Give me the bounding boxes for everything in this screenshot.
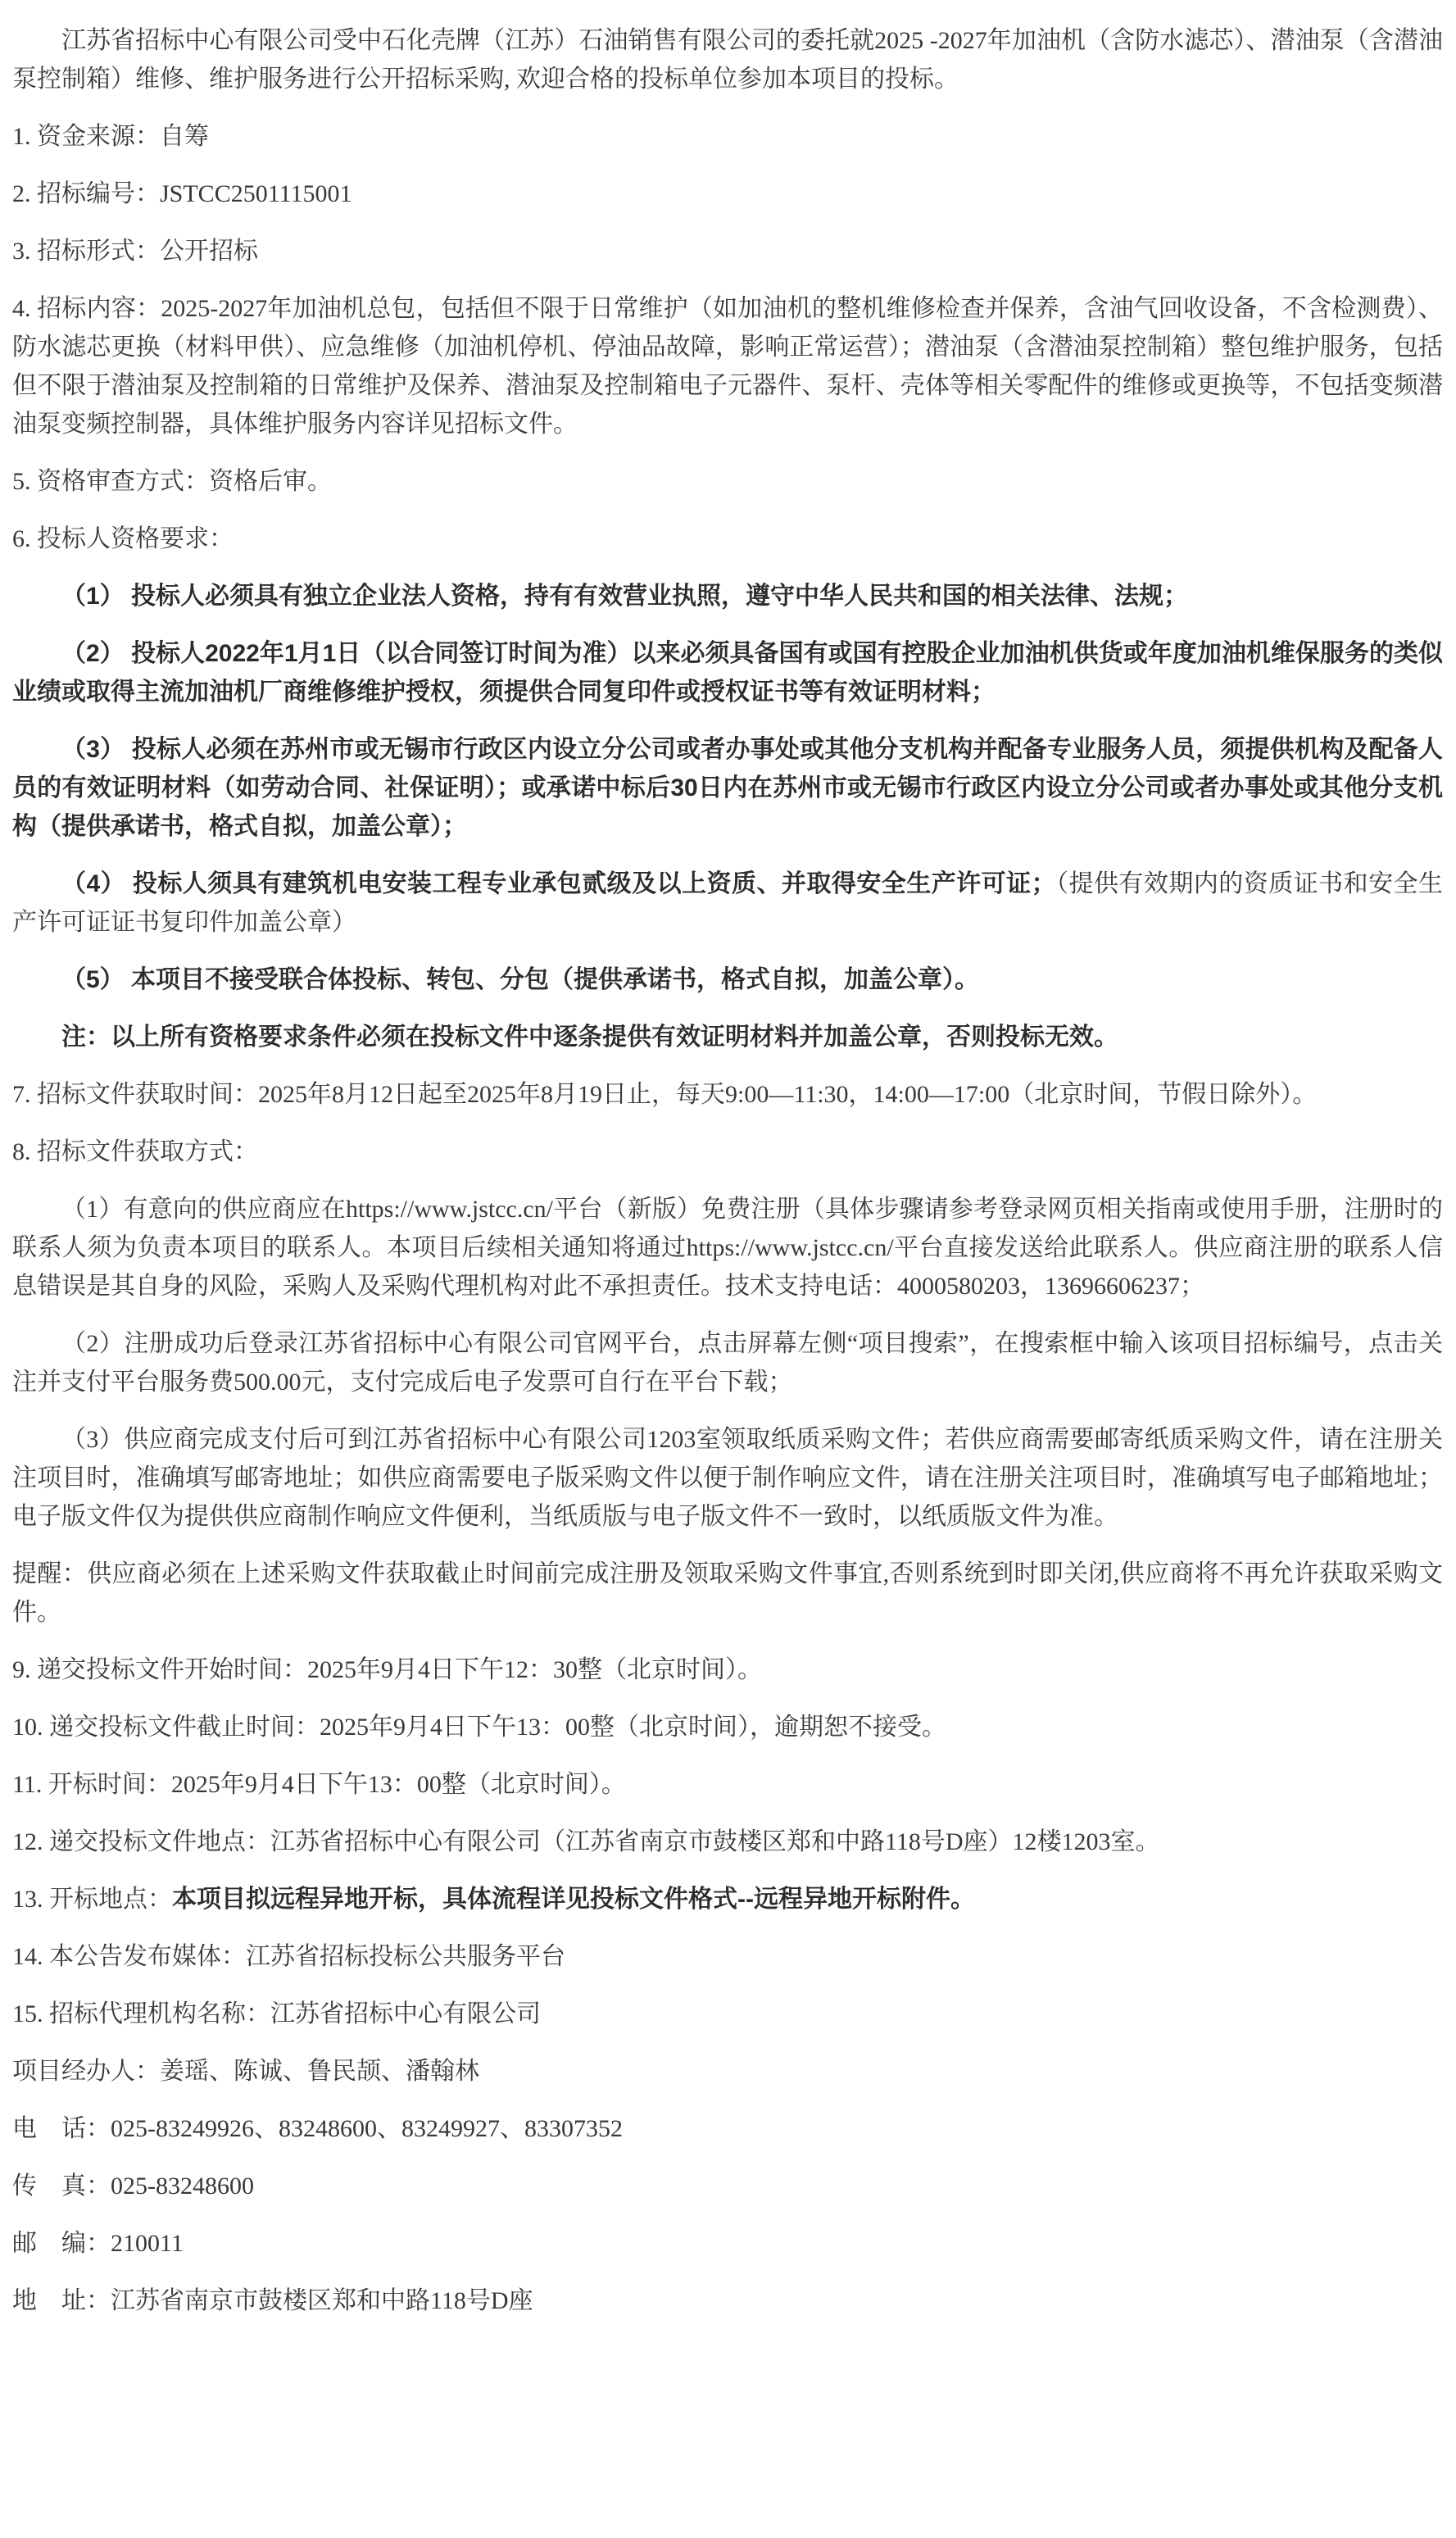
body-text: 电 话：025-83249926、83248600、83249927、83307352 [12, 2115, 623, 2142]
paragraph-9 [12, 634, 1443, 711]
paragraph-19 [12, 1555, 1443, 1632]
paragraph-8 [12, 577, 1443, 615]
paragraph-16 [12, 1190, 1443, 1305]
paragraph-27 [12, 2052, 1443, 2091]
body-text: 1. 资金来源：自筹 [12, 123, 209, 150]
paragraph-11 [12, 865, 1443, 942]
body-text: 7. 招标文件获取时间：2025年8月12日起至2025年8月19日止，每天9:00—11:30，14:00—17:00（北京时间，节假日除外）。 [12, 1081, 1318, 1108]
body-text: 4. 招标内容：2025-2027年加油机总包，包括但不限于日常维护（如加油机的整机维修检查并保养，含油气回收设备，不含检测费）、防水滤芯更换（材料甲供）、应急维修（加油机停机、停油品故障，影响正常运营）；潜油泵（含潜油泵控制箱）整包维护服务，包括但不限于潜油泵及控制箱的日常维护及保养、潜油泵及控制箱电子元器件、泵杆、壳体等相关零配件的维修或更换等，不包括变频潜油泵变频控制器，具体维护服务内容详见招标文件。 [12, 295, 1443, 438]
emphasis-text: 本项目拟远程异地开标，具体流程详见投标文件格式--远程异地开标附件。 [172, 1886, 975, 1913]
paragraph-12 [12, 960, 1443, 999]
paragraph-24 [12, 1880, 1443, 1918]
paragraph-31 [12, 2281, 1443, 2320]
paragraph-7 [12, 520, 1443, 558]
paragraph-28 [12, 2109, 1443, 2148]
body-text: （3）供应商完成支付后可到江苏省招标中心有限公司1203室领取纸质采购文件；若供应商需要邮寄纸质采购文件，请在注册关注项目时，准确填写邮寄地址；如供应商需要电子版采购文件以便于制作响应文件，请在注册关注项目时，准确填写电子邮箱地址；电子版文件仅为提供供应商制作响应文件便利，当纸质版与电子版文件不一致时，以纸质版文件为准。 [12, 1426, 1443, 1530]
body-text: 11. 开标时间：2025年9月4日下午13：00整（北京时间）。 [12, 1771, 626, 1798]
emphasis-text: （3） 投标人必须在苏州市或无锡市行政区内设立分公司或者办事处或其他分支机构并配备专业服务人员，须提供机构及配备人员的有效证明材料（如劳动合同、社保证明）；或承诺中标后30日内在苏州市或无锡市行政区内设立分公司或者办事处或其他分支机构（提供承诺书，格式自拟，加盖公章）； [12, 736, 1443, 840]
body-text: 6. 投标人资格要求： [12, 525, 234, 552]
body-text: 8. 招标文件获取方式： [12, 1138, 258, 1165]
paragraph-5 [12, 289, 1443, 443]
body-text: 12. 递交投标文件地点：江苏省招标中心有限公司（江苏省南京市鼓楼区郑和中路118号D座）12楼1203室。 [12, 1828, 1160, 1855]
body-text: 2. 招标编号：JSTCC2501115001 [12, 180, 352, 207]
body-text: 13. 开标地点： [12, 1886, 172, 1913]
paragraph-25 [12, 1937, 1443, 1976]
paragraph-30 [12, 2224, 1443, 2263]
body-text: 提醒：供应商必须在上述采购文件获取截止时间前完成注册及领取采购文件事宜,否则系统到时即关闭,供应商将不再允许获取采购文件。 [12, 1560, 1443, 1626]
body-text: 江苏省招标中心有限公司受中石化壳牌（江苏）石油销售有限公司的委托就2025 -2027年加油机（含防水滤芯）、潜油泵（含潜油泵控制箱）维修、维护服务进行公开招标采购, 欢迎合格的投标单位参加本项目的投标。 [12, 27, 1443, 93]
paragraph-6 [12, 462, 1443, 501]
paragraph-18 [12, 1420, 1443, 1536]
emphasis-text: （4） 投标人须具有建筑机电安装工程专业承包贰级及以上资质、并取得安全生产许可证； [61, 870, 1056, 897]
body-text: （2）注册成功后登录江苏省招标中心有限公司官网平台，点击屏幕左侧“项目搜索”，在搜索框中输入该项目招标编号，点击关注并支付平台服务费500.00元，支付完成后电子发票可自行在平台下载； [12, 1330, 1443, 1396]
emphasis-text: 注：以上所有资格要求条件必须在投标文件中逐条提供有效证明材料并加盖公章，否则投标无效。 [61, 1024, 1118, 1051]
paragraph-13 [12, 1018, 1443, 1056]
body-text: 邮 编：210011 [12, 2230, 184, 2257]
emphasis-text: （2） 投标人2022年1月1日（以合同签订时间为准）以来必须具备国有或国有控股企业加油机供货或年度加油机维保服务的类似业绩或取得主流加油机厂商维修维护授权，须提供合同复印件或授权证书等有效证明材料； [12, 640, 1443, 706]
body-text: 3. 招标形式：公开招标 [12, 238, 258, 265]
body-text: 项目经办人：姜瑶、陈诚、鲁民颉、潘翰林 [12, 2058, 479, 2085]
body-text: 10. 递交投标文件截止时间：2025年9月4日下午13：00整（北京时间），逾期恕不接受。 [12, 1714, 946, 1741]
paragraph-23 [12, 1823, 1443, 1861]
paragraph-20 [12, 1650, 1443, 1689]
paragraph-4 [12, 232, 1443, 270]
body-text: 15. 招标代理机构名称：江苏省招标中心有限公司 [12, 2000, 541, 2027]
body-text: 地 址：江苏省南京市鼓楼区郑和中路118号D座 [12, 2287, 533, 2314]
body-text: 14. 本公告发布媒体：江苏省招标投标公共服务平台 [12, 1943, 565, 1970]
paragraph-3 [12, 175, 1443, 213]
body-text: 9. 递交投标文件开始时间：2025年9月4日下午12：30整（北京时间）。 [12, 1656, 762, 1683]
emphasis-text: （1） 投标人必须具有独立企业法人资格，持有有效营业执照，遵守中华人民共和国的相关法律、法规； [61, 583, 1189, 610]
paragraph-29 [12, 2167, 1443, 2205]
emphasis-text: （5） 本项目不接受联合体投标、转包、分包（提供承诺书，格式自拟，加盖公章）。 [61, 966, 980, 993]
paragraph-1 [12, 21, 1443, 98]
paragraph-14 [12, 1075, 1443, 1114]
body-text: 5. 资格审查方式：资格后审。 [12, 468, 332, 495]
body-text: 传 真：025-83248600 [12, 2173, 254, 2200]
paragraph-26 [12, 1995, 1443, 2033]
paragraph-17 [12, 1324, 1443, 1401]
paragraph-10 [12, 730, 1443, 846]
paragraph-15 [12, 1133, 1443, 1171]
paragraph-22 [12, 1765, 1443, 1804]
body-text: （1）有意向的供应商应在https://www.jstcc.cn/平台（新版）免费注册（具体步骤请参考登录网页相关指南或使用手册，注册时的联系人须为负责本项目的联系人。本项目后续相关通知将通过https://www.jstcc.cn/平台直接发送给此联系人。供应商注册的联系人信息错误是其自身的风险，采购人及采购代理机构对此不承担责任。技术支持电话：4000580203，13696606237； [12, 1196, 1443, 1300]
paragraph-2 [12, 117, 1443, 156]
paragraph-21 [12, 1708, 1443, 1746]
body-text: （提供有效期内的资质证书和安全生产许可证证书复印件加盖公章） [12, 870, 1443, 936]
